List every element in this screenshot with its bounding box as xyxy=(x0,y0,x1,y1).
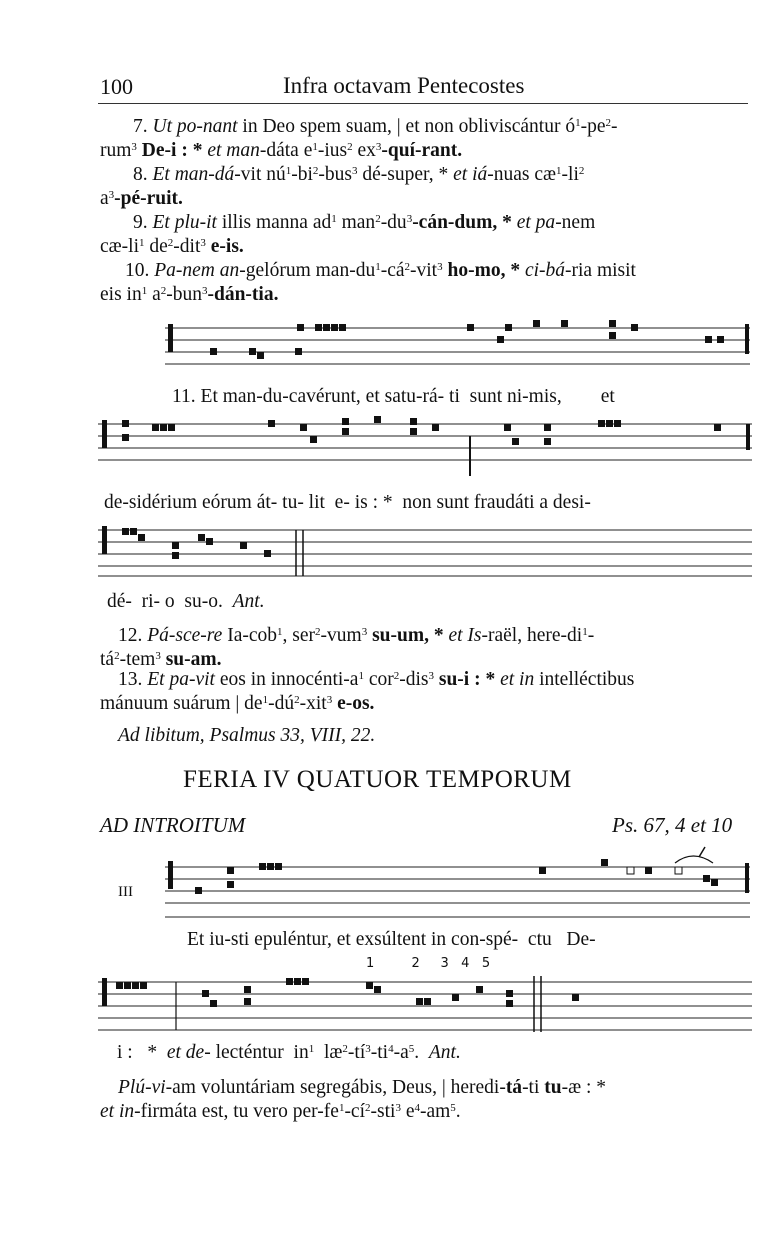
verse-8-line-1: 8. Et man-dá-vit $nú^1-bi^2-bus^3$ dé-super, * et iá-nuas $cæ^1-li^2$ xyxy=(133,164,585,185)
psalm-reference: Ps. 67, 4 et 10 xyxy=(612,813,733,837)
verse-7-line-2: rum$^3$ De-i : * et man-dáta $e^1-ius^2$ $ex^3-quí$-rant. xyxy=(100,140,463,161)
verse-7-line-1: 7. Ut po-nant in Deo spem suam, | et non obliviscántur $ó^1-pe^2-$ xyxy=(133,116,618,137)
ad-libitum-note: Ad libitum, Psalmus 33, VIII, 22. xyxy=(118,725,376,746)
introit-label: AD INTROITUM xyxy=(100,813,246,837)
introit-staff-2 xyxy=(98,972,754,1036)
verse-12-line-1: 12. Pá-sce-re Ia-cob$^1$, ser$^2$-vum$^3$ su-um, * et Is-raël, here-$di^1-$ xyxy=(118,625,595,646)
final-verse-line-2: et in-firmáta est, tu vero per-$fe^1-cí^2-sti^3$ $e^4-am^5$. xyxy=(100,1101,461,1122)
introit-staff-1 xyxy=(165,845,753,921)
verse-8-line-2: $a^3-pé$-ruit. xyxy=(100,188,183,209)
header-rule xyxy=(98,103,748,104)
verse-9-line-1: 9. Et plu-it illis manna $ad^1$ $man^2-du^3-cán$-dum, * et pa-nem xyxy=(133,212,596,233)
chant-staff-3 xyxy=(98,520,754,582)
introit-line-2: i : * et de- lecténtur $in^1$ $læ^2-tí^3-ti^4-a^5$. Ant. xyxy=(117,1042,461,1063)
verse-12-line-2: $tá^2-tem^3$ su-am. xyxy=(100,649,222,670)
chant-staff-1 xyxy=(165,320,753,372)
chant-staff-2 xyxy=(98,414,754,476)
page-number: 100 xyxy=(100,74,133,99)
introit-line-1: Et iu-sti epuléntur, et exsúltent in con-spé- ctu De- xyxy=(187,929,596,950)
verse-9-line-2: $cæ-li^1$ $de^2-dit^3$ e-is. xyxy=(100,236,244,257)
verse-10-line-2: eis $in^1$ $a^2-bun^3-dán$-tia. xyxy=(100,284,279,305)
verse-10-line-1: 10. Pa-nem an-gelórum man-$du^1-cá^2-vit^3$ ho-mo, * ci-bá-ria misit xyxy=(125,260,636,281)
verse-13-line-2: mánuum suárum | $de^1-dú^2-xit^3$ e-os. xyxy=(100,693,375,714)
mode-indicator: III xyxy=(118,884,133,900)
chant-line-desiderium: de-sidérium eórum át- tu- lit e- is : * non sunt fraudáti a desi- xyxy=(104,492,591,513)
running-title: Infra octavam Pentecostes xyxy=(283,73,525,98)
chant-line-derio: dé- ri- o su-o. Ant. xyxy=(107,591,265,612)
chant-line-11: 11. Et man-du-cavérunt, et satu-rá- ti sunt ni-mis, et xyxy=(172,386,615,407)
section-title: FERIA IV QUATUOR TEMPORUM xyxy=(183,766,572,793)
verse-13-line-1: 13. Et pa-vit eos in innocénti-$a^1$ cor$^2$-dis$^3$ su-i : * et in intelléctibus xyxy=(118,669,635,690)
episema-numbers: 1 2 3 4 5 xyxy=(366,956,491,971)
final-verse-line-1: Plú-vi-am voluntáriam segregábis, Deus, | heredi-tá-ti tu-æ : * xyxy=(118,1077,607,1098)
